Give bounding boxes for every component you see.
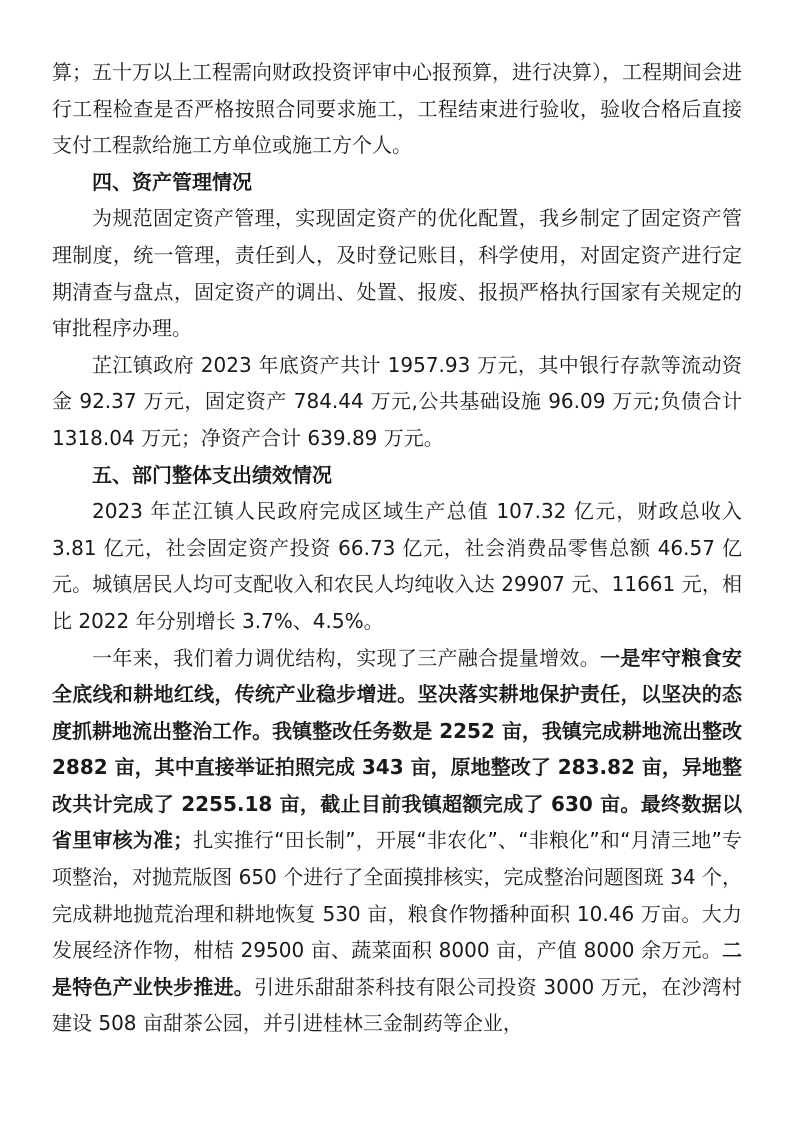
section-heading-asset-management: 四、资产管理情况 (92, 169, 252, 194)
paragraph-asset-figures: 芷江镇政府 2023 年底资产共计 1957.93 万元，其中银行存款等流动资金 92.37 万元，固定资产 784.44 万元,公共基础设施 96.09 万元;负债合计 1318.04 万元；净资产合计 639.89 万元。 (52, 352, 742, 450)
text-run-intro: 一年来，我们着力调优结构，实现了三产融合提量增效。 (92, 645, 601, 670)
paragraph-economic-indicators: 2023 年芷江镇人民政府完成区域生产总值 107.32 亿元，财政总收入 3.81 亿元，社会固定资产投资 66.73 亿元，社会消费品零售总额 46.57 亿元。城镇居民人均可支配收入和农民人均纯收入达 29907 元、11661 元，相比 2022 年分别增长 3.7%、4.5%。 (52, 499, 742, 633)
text-run-farmland-rectification: 扎实推行“田长制”，开展“非农化”、“非粮化”和“月清三地”专项整治，对抛荒版图 650 个进行了全面摸排核实，完成整治问题图斑 34 个，完成耕地抛荒治理和耕地恢复 530 亩，粮食作物播种面积 10.46 万亩。大力发展经济作物，柑桔 29500 亩、蔬菜面积 8000 亩，产值 8000 余万元。 (52, 828, 743, 963)
paragraph-industry-structure (52, 640, 742, 1043)
paragraph-project-funding: 算；五十万以上工程需向财政投资评审中心报预算，进行决算），工程期间会进行工程检查是否严格按照合同要求施工，工程结束进行验收，验收合格后直接支付工程款给施工方单位或施工方个人。 (52, 60, 742, 158)
paragraph-asset-policy: 为规范固定资产管理，实现固定资产的优化配置，我乡制定了固定资产管理制度，统一管理，责任到人，及时登记账目，科学使用，对固定资产进行定期清查与盘点，固定资产的调出、处置、报废、报损严格执行国家有关规定的审批程序办理。 (52, 206, 742, 341)
text-run-bold-grain-security: 一是牢守粮食安全底线和耕地红线，传统产业稳步增进。坚决落实耕地保护责任，以坚决的态度抓耕地流出整治工作。我镇整改任务数是 2252 亩，我镇完成耕地流出整改 2882 亩，其中直接举证拍照完成 343 亩，原地整改了 283.82 亩，异地整改共计完成了 2255.18 亩，截止目前我镇超额完成了 630 亩。最终数据以省里审核为准； (52, 645, 743, 853)
document-body (52, 54, 742, 1042)
text-run-bold-special-industry: 二是特色产业快步推进。 (52, 938, 742, 999)
text-run-investment: 引进乐甜甜茶科技有限公司投资 3000 万元，在沙湾村建设 508 亩甜茶公园，并引进桂林三金制药等企业， (52, 974, 742, 1036)
section-heading-performance: 五、部门整体支出绩效情况 (92, 462, 332, 487)
